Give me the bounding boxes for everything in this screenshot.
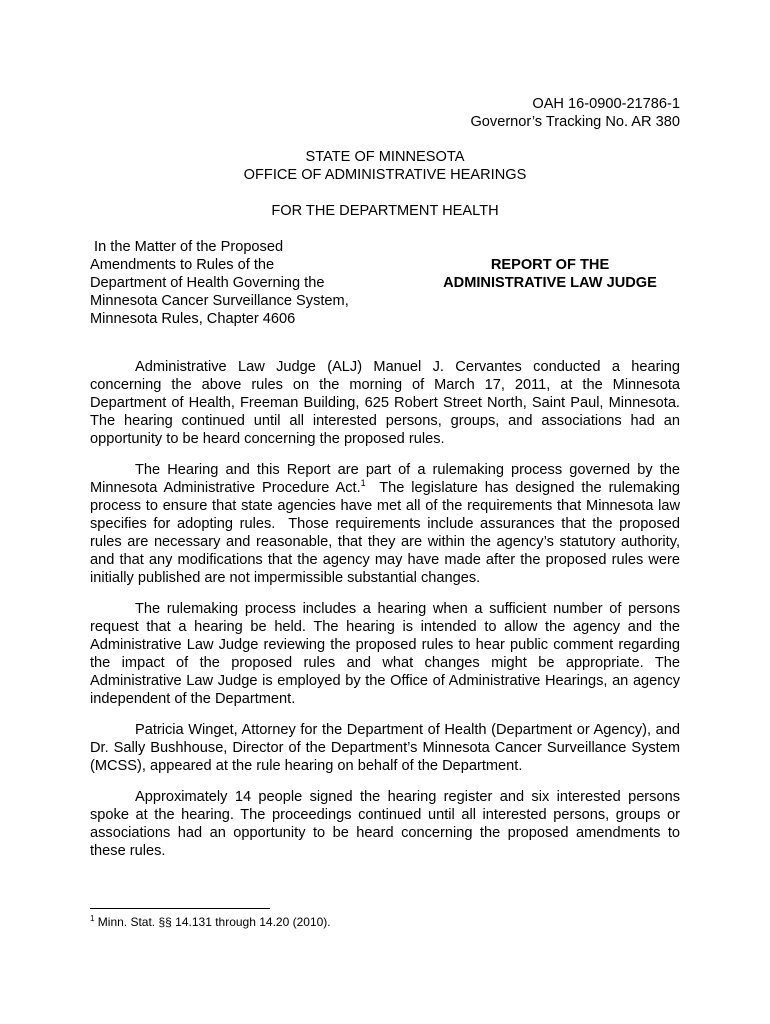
caption-line: Minnesota Cancer Surveillance System, [90,293,349,309]
office-name: OFFICE OF ADMINISTRATIVE HEARINGS [243,167,527,183]
footnote-divider [90,908,270,909]
caption-line: Amendments to Rules of the [90,257,275,273]
report-body [90,358,685,873]
report-title-line-2: ADMINISTRATIVE LAW JUDGE [443,275,657,291]
caption-line: Department of Health Governing the [90,275,325,291]
caption-line: Minnesota Rules, Chapter 4606 [90,311,296,327]
paragraph-hearing-summary: Administrative Law Judge (ALJ) Manuel J. Cervantes conducted a hearing concerning the above rules on the morning of March 17, 2011, at the Minnesota Department of Health, Freeman Building, 625 Robert Street North, Saint Paul, Minnesota. The hearing continued until all interested persons, groups, and associations had an opportunity to be heard concerning the proposed rules. [90,359,680,447]
paragraph-appearances: Patricia Winget, Attorney for the Department of Health (Department or Agency), and Dr. Sally Bushhouse, Director of the Department’s Minnesota Cancer Surveillance System (MCSS), appeared at the rule hearing on behalf of the Department. [90,722,680,774]
footnote-mark: 1 [90,914,95,923]
caption-line: In the Matter of the Proposed [90,239,284,255]
department-line: FOR THE DEPARTMENT HEALTH [271,203,499,219]
report-title [430,256,670,292]
paragraph-text: The legislature has designed the rulemaking process to ensure that state agencies have met all of the requirements that Minnesota law specifies for adopting rules. Those requirements include assurances that the proposed rules are necessary and reasonable, that they are within the agency’s statutory authority, and that any modifications that the agency may have made after the proposed rules were initially published are not impermissible substantial changes. [90,480,685,586]
footnote [90,914,331,930]
paragraph-hearing-purpose: The rulemaking process includes a hearing when a sufficient number of persons request that a hearing be held. The hearing is intended to allow the agency and the Administrative Law Judge reviewing the proposed rules to hear public comment regarding the impact of the proposed rules and what changes might be appropriate. The Administrative Law Judge is employed by the Office of Administrative Hearings, an agency independent of the Department. [90,601,680,707]
paragraph-attendance: Approximately 14 people signed the hearing register and six interested persons spoke at the hearing. The proceedings continued until all interested persons, groups or associations had an opportunity to be heard concerning the proposed amendments to these rules. [90,789,680,859]
paragraph-rulemaking-process [90,461,685,587]
case-number: OAH 16-0900-21786-1 [532,96,680,112]
agency-heading [0,148,770,184]
report-title-line-1: REPORT OF THE [490,257,610,273]
footnote-reference: 1 [360,478,366,489]
tracking-number: Governor’s Tracking No. AR 380 [470,114,680,130]
state-name: STATE OF MINNESOTA [305,149,465,165]
case-identifiers [470,95,680,131]
footnote-text: Minn. Stat. §§ 14.131 through 14.20 (2010). [94,915,331,929]
paragraph-text: The Hearing and this Report are part of a rulemaking process governed by the Minnesota Administrative Procedure Act. [90,462,680,496]
matter-caption [90,238,390,328]
